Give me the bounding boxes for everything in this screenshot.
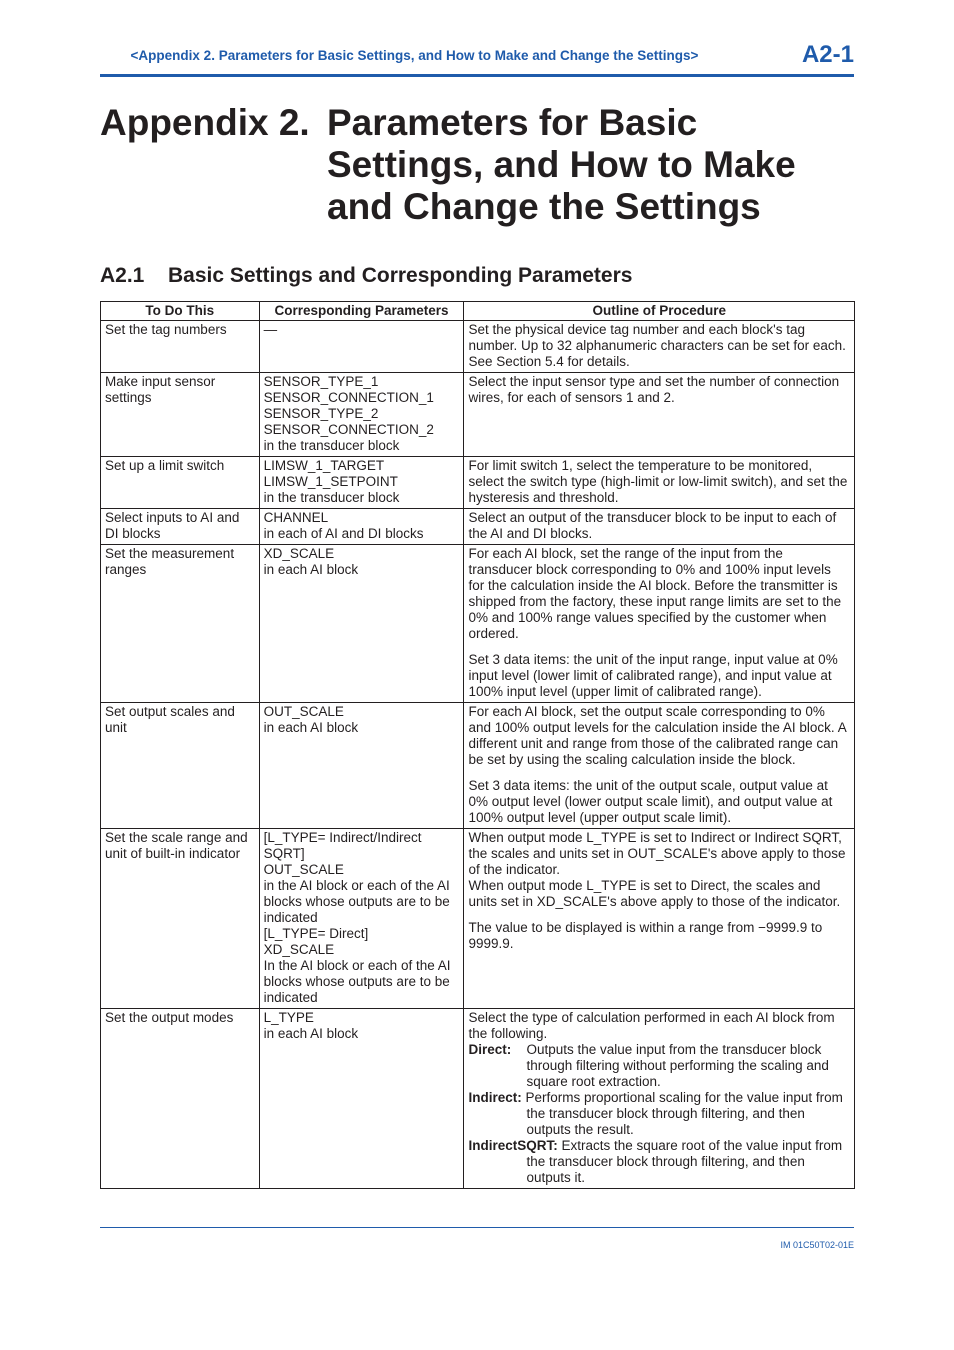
outline-cell [464, 373, 855, 457]
outline-paragraph: For each AI block, set the output scale corresponding to 0% and 100% output levels for the calculation inside the AI block. A different unit and range from those of the calibrated range can be set by using the scaling calculation inside the block. [468, 704, 846, 767]
outline-cell [464, 509, 855, 545]
table-row [101, 545, 855, 703]
param-line: in each AI block [263, 562, 359, 577]
outline-cell [464, 545, 855, 703]
table-row [101, 703, 855, 829]
task-cell: Set the scale range and unit of built-in indicator [101, 829, 260, 1009]
table-row [101, 457, 855, 509]
task-cell: Set output scales and unit [101, 703, 260, 829]
table-row [101, 1009, 855, 1189]
table-row [101, 509, 855, 545]
task-cell: Select inputs to AI and DI blocks [101, 509, 260, 545]
outline-cell [464, 703, 855, 829]
page-header [100, 42, 854, 77]
outline-paragraph: Set 3 data items: the unit of the input range, input value at 0% input level (lower limit of calibrated range), and input value at 100% input level (upper limit of calibrated range). [468, 652, 838, 699]
header-title: <Appendix 2. Parameters for Basic Settings, and How to Make and Change the Settings> [130, 48, 699, 63]
params-cell [259, 1009, 464, 1189]
param-line: LIMSW_1_SETPOINT [263, 474, 398, 489]
param-line: SENSOR_CONNECTION_2 [263, 422, 434, 437]
param-line: in the transducer block [263, 490, 400, 505]
param-line: OUT_SCALE [263, 862, 344, 877]
mode-desc: Performs proportional scaling for the value input from the transducer block through filtering, and then outputs the result. [525, 1090, 843, 1137]
task-cell: Set the tag numbers [101, 321, 260, 373]
param-line: OUT_SCALE [263, 704, 344, 719]
mode-definition-indirectsqrt [468, 1138, 850, 1186]
param-line: CHANNEL [263, 510, 329, 525]
mode-definition-indirect [468, 1090, 850, 1138]
param-line: [L_TYPE= Indirect/Indirect SQRT] [263, 830, 422, 861]
params-cell [259, 703, 464, 829]
outline-intro: Select the type of calculation performed in each AI block from the following. [468, 1010, 835, 1041]
section-title: Basic Settings and Corresponding Parameters [168, 264, 633, 287]
param-line: in each of AI and DI blocks [263, 526, 424, 541]
outline-paragraph: When output mode L_TYPE is set to Indirect or Indirect SQRT, the scales and units set in OUT_SCALE's above apply to those of the indicator. When output mode L_TYPE is set to Direct, the scales and units set in XD_SCALE's above apply to those of the indicator. [468, 830, 846, 909]
param-line: in the AI block or each of the AI blocks whose outputs are to be indicated [263, 878, 450, 925]
section-heading [100, 264, 632, 288]
param-line: [L_TYPE= Direct] [263, 926, 369, 941]
outline-cell [464, 321, 855, 373]
param-line: LIMSW_1_TARGET [263, 458, 385, 473]
mode-definition-direct [468, 1042, 850, 1090]
param-line: SENSOR_CONNECTION_1 [263, 390, 434, 405]
outline-paragraph: Select an output of the transducer block to be input to each of the AI and DI blocks. [468, 510, 837, 541]
table-row [101, 321, 855, 373]
table-header-row [101, 302, 855, 321]
table-row [101, 373, 855, 457]
param-line: in the transducer block [263, 438, 400, 453]
page-number: A2-1 [801, 41, 854, 68]
footer-doc-id: IM 01C50T02-01E [780, 1240, 854, 1250]
mode-desc: Outputs the value input from the transducer block through filtering without performing the scaling and square root extraction. [526, 1042, 829, 1089]
section-number: A2.1 [100, 264, 145, 287]
param-line: — [263, 322, 278, 337]
outline-paragraph: Select the input sensor type and set the number of connection wires, for each of sensors 1 and 2. [468, 374, 840, 405]
appendix-label: Appendix 2. [100, 102, 310, 143]
param-line: L_TYPE [263, 1010, 314, 1025]
table-body [101, 321, 855, 1189]
header-outline-of-procedure: Outline of Procedure [464, 302, 855, 321]
param-line: SENSOR_TYPE_1 [263, 374, 379, 389]
outline-cell [464, 829, 855, 1009]
param-line: In the AI block or each of the AI blocks whose outputs are to be indicated [263, 958, 451, 1005]
params-cell [259, 457, 464, 509]
param-line: XD_SCALE [263, 942, 335, 957]
appendix-title: Parameters for Basic Settings, and How to Make and Change the Settings [327, 102, 796, 227]
param-line: in each AI block [263, 720, 359, 735]
outline-cell [464, 1009, 855, 1189]
param-line: SENSOR_TYPE_2 [263, 406, 379, 421]
task-cell: Set up a limit switch [101, 457, 260, 509]
task-cell: Make input sensor settings [101, 373, 260, 457]
param-line: XD_SCALE [263, 546, 335, 561]
outline-paragraph: For limit switch 1, select the temperature to be monitored, select the switch type (high-limit or low-limit switch), and set the hysteresis and threshold. [468, 458, 848, 505]
task-cell: Set the measurement ranges [101, 545, 260, 703]
mode-term: IndirectSQRT: [468, 1138, 558, 1153]
params-cell [259, 373, 464, 457]
page-footer [100, 1227, 854, 1250]
header-corresponding-parameters: Corresponding Parameters [259, 302, 464, 321]
outline-paragraph: For each AI block, set the range of the input from the transducer block corresponding to 0% and 100% input levels for the calculation inside the AI block. Before the transmitter is shipped from the factory, these input range limits are set to the 0% and 100% range values specified by the customer when ordered. [468, 546, 842, 641]
mode-term: Indirect: [468, 1090, 522, 1105]
header-to-do-this: To Do This [101, 302, 260, 321]
task-cell: Set the output modes [101, 1009, 260, 1189]
table-row [101, 829, 855, 1009]
outline-cell [464, 457, 855, 509]
params-cell [259, 829, 464, 1009]
outline-paragraph: The value to be displayed is within a range from −9999.9 to 9999.9. [468, 920, 823, 951]
parameters-table [100, 301, 855, 1189]
params-cell [259, 545, 464, 703]
mode-desc: Extracts the square root of the value input from the transducer block through filtering, and then outputs it. [526, 1138, 843, 1185]
outline-paragraph: Set the physical device tag number and each block's tag number. Up to 32 alphanumeric characters can be set for each. See Section 5.4 for details. [468, 322, 846, 369]
outline-paragraph: Set 3 data items: the unit of the output scale, output value at 0% output level (lower output scale limit), and output value at 100% output level (upper output scale limit). [468, 778, 833, 825]
params-cell [259, 509, 464, 545]
param-line: in each AI block [263, 1026, 359, 1041]
params-cell [259, 321, 464, 373]
mode-term: Direct: [468, 1042, 512, 1057]
